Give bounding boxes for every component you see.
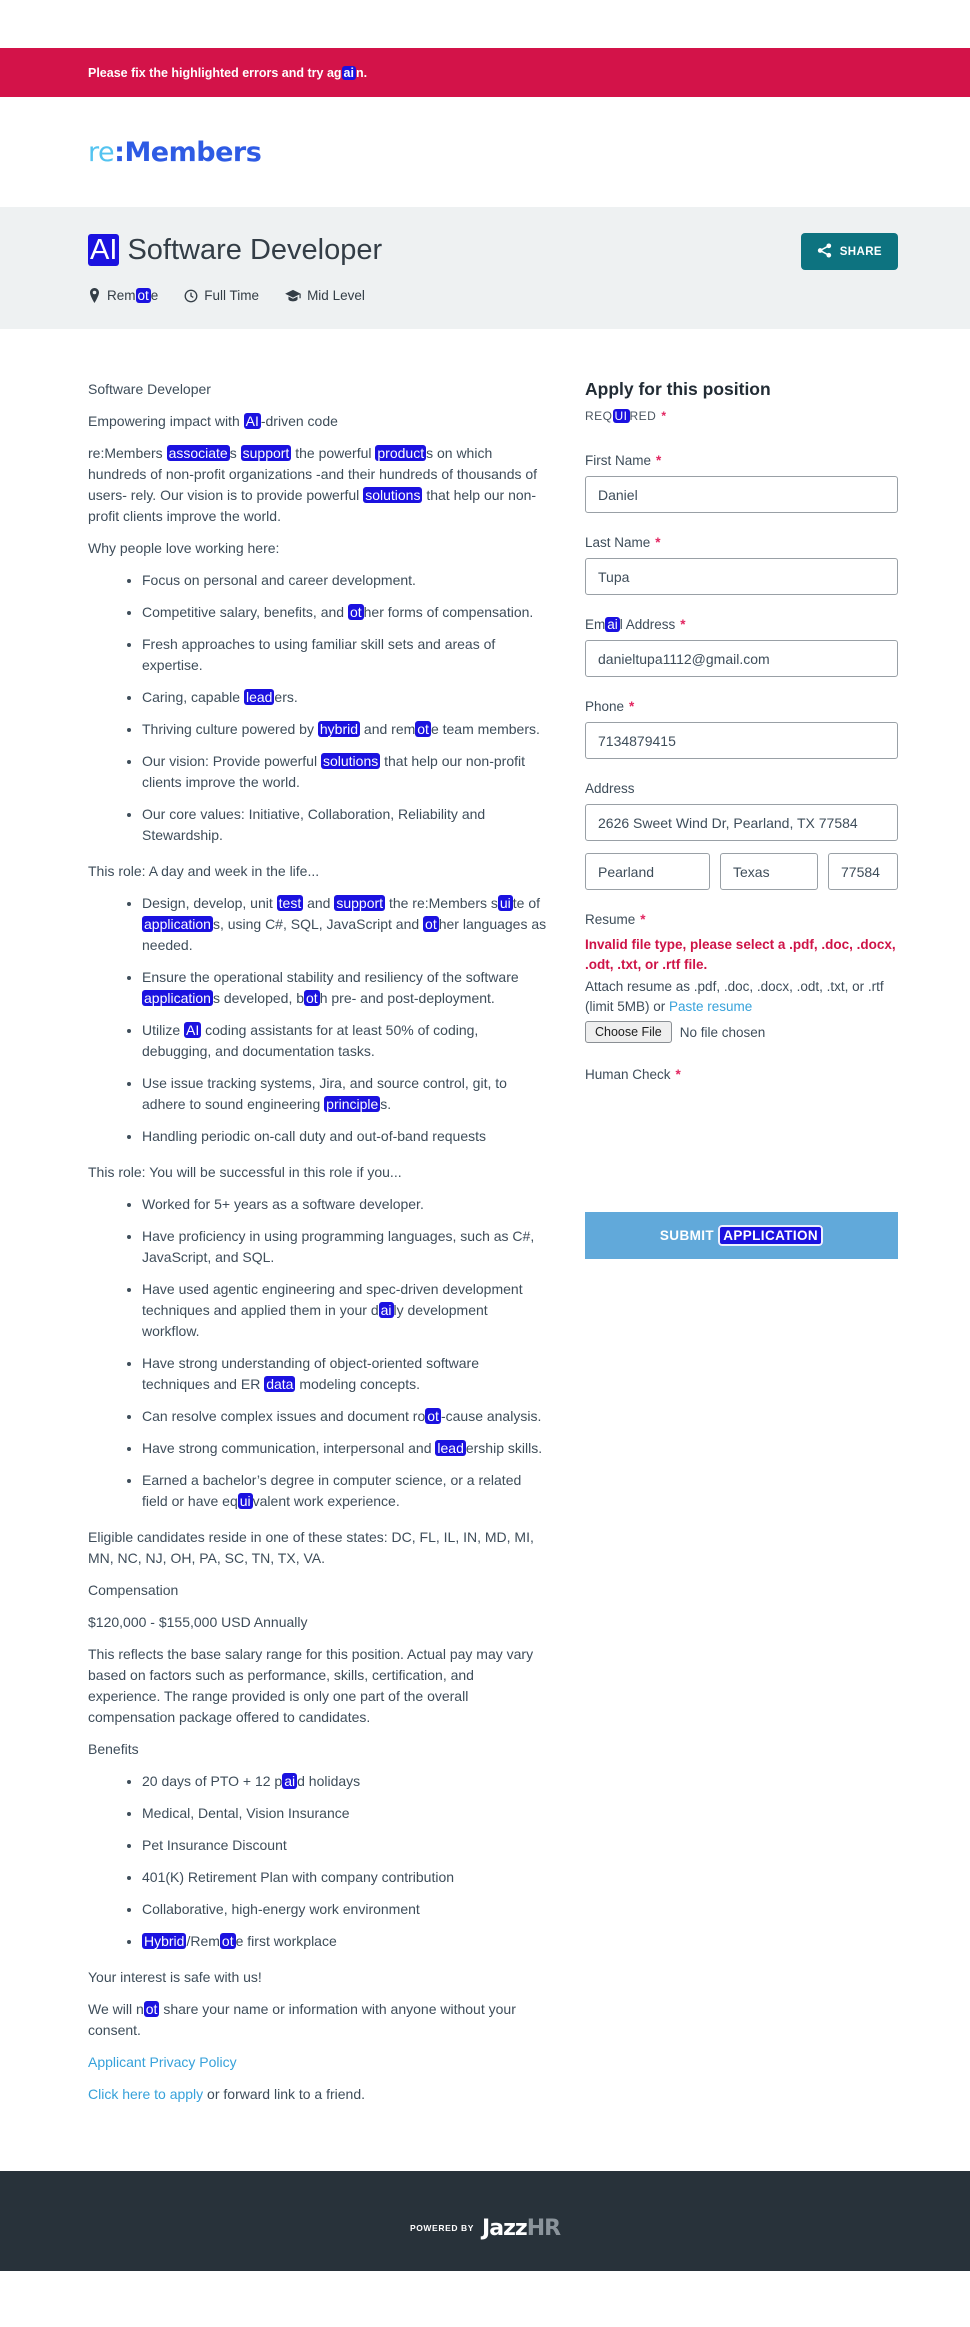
description-paragraph: Why people love working here: <box>88 540 280 556</box>
description-list <box>88 570 548 846</box>
phone-input[interactable] <box>585 722 898 759</box>
experience-level-badge <box>285 288 365 303</box>
choose-file-button[interactable]: Choose File <box>585 1021 672 1043</box>
description-list-item: • Have strong communication, interpersonal and lead ership skills. <box>142 1438 548 1459</box>
highlight: ai <box>343 65 354 80</box>
logo-name: Members <box>124 136 262 168</box>
description-list-item: • 20 days of PTO + 12 p ai d holidays <box>142 1771 548 1792</box>
error-banner <box>0 48 970 97</box>
highlight: principle <box>326 1096 379 1112</box>
last-name-field <box>585 535 898 595</box>
required-asterisk: * <box>680 617 686 632</box>
description-paragraph: Benefits <box>88 1741 139 1757</box>
file-chosen-status: No file chosen <box>679 1024 766 1040</box>
description-paragraph <box>88 2052 548 2073</box>
description-paragraph: We will n ot share your name or information with anyone without your consent. <box>88 2001 516 2038</box>
required-note <box>585 409 898 423</box>
apply-heading: Apply for this position <box>585 379 771 399</box>
address-field <box>585 781 898 890</box>
description-list-item: • Pet Insurance Discount <box>142 1835 548 1856</box>
email-field <box>585 617 898 677</box>
footer <box>0 2171 970 2271</box>
highlight: product <box>377 445 425 461</box>
highlight: application <box>144 990 211 1006</box>
experience-level-badge-label: Mid Level <box>307 288 365 303</box>
description-list-item: • Hybrid /Rem ot e first workplace <box>142 1931 548 1952</box>
description-paragraph: Empowering impact with AI -driven code <box>88 413 338 429</box>
description-list-item: • Have strong understanding of object-oriented software techniques and ER data modeling concepts. <box>142 1353 548 1395</box>
description-paragraph: This reflects the base salary range for this position. Actual pay may vary based on factors such as performance, skills, certification, and experience. The range provided is only one part of the overall compensation package offered to candidates. <box>88 1646 534 1725</box>
captcha-area[interactable] <box>585 1090 898 1190</box>
description-list-item: • 401(K) Retirement Plan with company contribution <box>142 1867 548 1888</box>
zip-input[interactable] <box>828 853 898 890</box>
powered-by-jazzhr[interactable] <box>410 2216 560 2241</box>
link[interactable]: Applicant Privacy Policy <box>88 2054 237 2070</box>
description-list <box>88 893 548 1147</box>
email-label: Em ai l Address * <box>585 617 686 632</box>
resume-field <box>585 912 898 1043</box>
highlight: ot <box>306 990 318 1006</box>
highlight: support <box>336 895 384 911</box>
highlight: lead <box>437 1440 464 1456</box>
highlight: ot <box>417 721 429 737</box>
highlight: ai <box>284 1773 296 1789</box>
required-asterisk: * <box>629 699 635 714</box>
job-description <box>88 379 548 2116</box>
description-list-item: • Have used agentic engineering and spec-driven development techniques and applied them in your d ai ly development workflow. <box>142 1279 548 1342</box>
job-title: AI Software Developer <box>90 234 383 266</box>
highlight: UI <box>614 409 628 423</box>
description-list-item: • Worked for 5+ years as a software developer. <box>142 1194 548 1215</box>
phone-field <box>585 699 898 759</box>
logo-prefix: re <box>88 136 115 168</box>
header <box>0 97 970 207</box>
state-input[interactable] <box>720 853 818 890</box>
highlight: AI <box>245 413 259 429</box>
description-paragraph: Your interest is safe with us! <box>88 1969 262 1985</box>
highlight: support <box>242 445 290 461</box>
last-name-label: Last Name * <box>585 535 661 550</box>
human-check-field <box>585 1067 898 1190</box>
highlight: ai <box>607 617 618 632</box>
application-form <box>585 379 898 1259</box>
location-badge-label: Rem ot e <box>107 288 159 303</box>
description-list-item: • Earned a bachelor’s degree in computer science, or a related field or have eq ui valent work experience. <box>142 1470 548 1512</box>
employment-type-badge <box>184 288 259 303</box>
error-banner-message: Please fix the highlighted errors and try ag ai n. <box>88 65 368 80</box>
highlight: ot <box>221 1933 234 1949</box>
highlight: ot <box>425 916 437 932</box>
first-name-field <box>585 453 898 513</box>
link[interactable]: Click here to apply <box>88 2086 204 2102</box>
description-paragraph: Click here to apply or forward link to a friend. <box>88 2086 366 2102</box>
description-list <box>88 1194 548 1512</box>
last-name-input[interactable] <box>585 558 898 595</box>
highlight: test <box>278 895 302 911</box>
resume-label: Resume * <box>585 912 646 927</box>
highlight: AI <box>186 1022 200 1038</box>
description-list-item: • Can resolve complex issues and document ro ot -cause analysis. <box>142 1406 548 1427</box>
job-meta-badges <box>88 288 898 303</box>
highlight: application <box>144 916 211 932</box>
description-paragraph: Eligible candidates reside in one of these states: DC, FL, IL, IN, MD, MI, MN, NC, NJ, OH, PA, SC, TN, TX, VA. <box>88 1529 534 1566</box>
highlight: solutions <box>365 487 421 503</box>
main-content <box>0 329 970 2171</box>
resume-error-message: Invalid file type, please select a .pdf, .doc, .docx, .odt, .txt, or .rtf file. <box>585 937 896 972</box>
description-list-item: • Handling periodic on-call duty and out-of-band requests <box>142 1126 548 1147</box>
email-input[interactable] <box>585 640 898 677</box>
required-asterisk: * <box>675 1067 681 1082</box>
share-button[interactable] <box>801 233 898 270</box>
jazzhr-logo: JazzHR <box>482 2215 561 2241</box>
description-list-item: • Focus on personal and career development. <box>142 570 548 591</box>
description-list-item: • Thriving culture powered by hybrid and rem ot e team members. <box>142 719 548 740</box>
powered-by-label: POWERED BY <box>409 2223 475 2233</box>
submit-application-button[interactable]: SUBMIT APPLICATION <box>585 1212 898 1259</box>
logo-colon: : <box>114 136 125 168</box>
highlight: Hybrid <box>144 1933 185 1949</box>
share-button-label: SHARE <box>839 245 882 258</box>
description-list-item: • Our core values: Initiative, Collaboration, Reliability and Stewardship. <box>142 804 548 846</box>
first-name-input[interactable] <box>585 476 898 513</box>
highlight: solutions <box>322 753 379 769</box>
street-address-input[interactable] <box>585 804 898 841</box>
description-paragraph: re:Members associate s support the powerful product s on which hundreds of non-profit organizations -and their hundreds of thousands of users- rely. Our vision is to provide powerful solutions that help our non-profit clients improve the world. <box>88 445 538 524</box>
highlight: ot <box>349 604 362 620</box>
human-check-label: Human Check * <box>585 1067 681 1082</box>
share-icon <box>817 243 832 261</box>
clock-icon <box>184 289 198 303</box>
description-list-item: • Collaborative, high-energy work environment <box>142 1899 548 1920</box>
description-paragraph: Compensation <box>88 1582 179 1598</box>
location-icon <box>88 288 101 303</box>
description-list-item: • Competitive salary, benefits, and ot her forms of compensation. <box>142 602 548 623</box>
required-asterisk: * <box>656 453 662 468</box>
required-note-text: REQ UI RED <box>585 409 657 423</box>
first-name-label: First Name * <box>585 453 662 468</box>
description-paragraph: Software Developer <box>88 381 211 397</box>
highlight: ui <box>239 1493 251 1509</box>
description-list-item: • Fresh approaches to using familiar skill sets and areas of expertise. <box>142 634 548 676</box>
city-input[interactable] <box>585 853 710 890</box>
highlight: ot <box>427 1408 439 1424</box>
description-list-item: • Medical, Dental, Vision Insurance <box>142 1803 548 1824</box>
address-label: Address <box>585 781 635 796</box>
description-list-item: • Ensure the operational stability and resiliency of the software application s developed, b ot h pre- and post-deployment. <box>142 967 548 1009</box>
highlight: ot <box>145 2001 158 2017</box>
required-asterisk: * <box>661 409 667 423</box>
description-list-item: • Caring, capable lead ers. <box>142 687 548 708</box>
highlight: hybrid <box>319 721 359 737</box>
highlight: lead <box>245 689 273 705</box>
required-asterisk: * <box>640 912 646 927</box>
link[interactable]: Paste resume <box>669 999 753 1014</box>
highlight: data <box>266 1376 294 1392</box>
description-paragraph: $120,000 - $155,000 USD Annually <box>88 1614 308 1630</box>
description-paragraph: This role: A day and week in the life... <box>88 863 320 879</box>
top-strip <box>0 0 970 48</box>
required-asterisk: * <box>655 535 661 550</box>
description-list-item: • Design, develop, unit test and support the re:Members s ui te of application s, using C#, SQL, JavaScript and ot her languages as needed. <box>142 893 548 956</box>
phone-label: Phone * <box>585 699 635 714</box>
description-list-item: • Our vision: Provide powerful solutions that help our non-profit clients improve the world. <box>142 751 548 793</box>
description-paragraph: This role: You will be successful in this role if you... <box>88 1164 402 1180</box>
job-header <box>0 207 970 329</box>
resume-file-input <box>585 1021 898 1043</box>
description-list-item: • Use issue tracking systems, Jira, and source control, git, to adhere to sound engineering principle s. <box>142 1073 548 1115</box>
company-logo[interactable] <box>88 137 261 168</box>
highlight: ai <box>380 1302 392 1318</box>
highlight: APPLICATION <box>718 1225 823 1246</box>
location-badge <box>88 288 158 303</box>
graduation-cap-icon <box>285 289 301 303</box>
highlight: ot <box>137 288 149 303</box>
description-list <box>88 1771 548 1952</box>
highlight: ui <box>499 895 511 911</box>
description-list-item: • Utilize AI coding assistants for at least 50% of coding, debugging, and documentation tasks. <box>142 1020 548 1062</box>
highlight: associate <box>168 445 228 461</box>
description-list-item: • Have proficiency in using programming languages, such as C#, JavaScript, and SQL. <box>142 1226 548 1268</box>
resume-attach-instructions: Attach resume as .pdf, .doc, .docx, .odt, .txt, or .rtf (limit 5MB) or Paste resume <box>585 979 884 1014</box>
employment-type-badge-label: Full Time <box>204 288 260 303</box>
highlight: AI <box>90 234 118 266</box>
